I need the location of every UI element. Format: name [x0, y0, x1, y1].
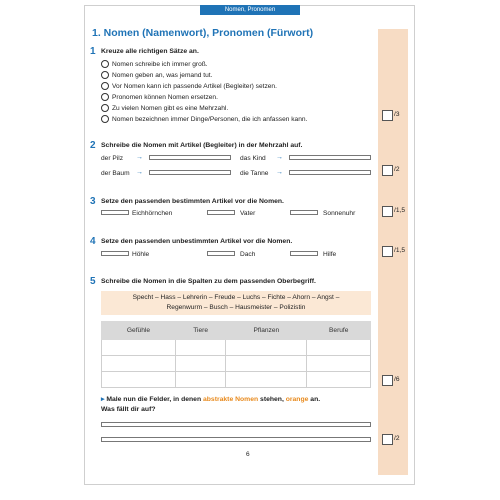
column-header: Berufe [307, 322, 371, 340]
checkbox-circle-icon[interactable] [101, 71, 109, 79]
answer-field[interactable] [149, 155, 231, 160]
table-cell[interactable] [175, 356, 225, 372]
column-header: Tiere [175, 322, 225, 340]
answer-field[interactable] [290, 210, 318, 215]
task-4-question: Setze den passenden unbestimmten Artikel vor die Nomen. [101, 238, 293, 245]
arrow-right-icon: → [276, 169, 283, 176]
checkbox-circle-icon[interactable] [101, 60, 109, 68]
task-1-question: Kreuze alle richtigen Sätze an. [101, 48, 199, 55]
task-3-question: Setze den passenden bestimmten Artikel vor die Nomen. [101, 198, 284, 205]
table-cell[interactable] [102, 372, 176, 388]
answer-field[interactable] [149, 170, 231, 175]
score-box[interactable] [382, 206, 393, 217]
table-cell[interactable] [226, 372, 307, 388]
table-cell[interactable] [226, 356, 307, 372]
table-cell[interactable] [102, 356, 176, 372]
table-row [102, 372, 371, 388]
word-die-tanne: die Tanne [240, 170, 269, 177]
table-cell[interactable] [175, 372, 225, 388]
table-row [102, 356, 371, 372]
answer-field[interactable] [207, 210, 235, 215]
score-box[interactable] [382, 434, 393, 445]
answer-field[interactable] [101, 251, 129, 256]
page-number: 6 [246, 451, 250, 458]
table-cell[interactable] [307, 356, 371, 372]
task-4-score: /1,5 [394, 247, 405, 254]
task-4-number: 4 [90, 236, 96, 247]
task-2-score: /2 [394, 166, 400, 173]
score-box[interactable] [382, 165, 393, 176]
table-row [102, 340, 371, 356]
word-hoehle: Höhle [132, 251, 150, 258]
highlight-text: abstrakte Nomen [203, 396, 259, 403]
word-bank [101, 291, 371, 315]
task-2-question: Schreibe die Nomen mit Artikel (Begleiter) in der Mehrzahl auf. [101, 142, 303, 149]
task-1-score: /3 [394, 111, 400, 118]
task-5-score: /6 [394, 376, 400, 383]
score-box[interactable] [382, 110, 393, 121]
column-header: Gefühle [102, 322, 176, 340]
arrow-right-icon: → [276, 154, 283, 161]
word-bank-line: Specht – Hass – Lehrerin – Freude – Luchs – Fichte – Ahorn – Angst – [132, 294, 340, 301]
task-1-option[interactable]: Nomen schreibe ich immer groß. [101, 60, 208, 68]
bonus-score: /2 [394, 435, 400, 442]
page-title: 1. Nomen (Namenwort), Pronomen (Fürwort) [92, 27, 314, 39]
arrow-right-icon: → [136, 154, 143, 161]
task-1-option[interactable]: Pronomen können Nomen ersetzen. [101, 93, 218, 101]
highlight-text: orange [285, 396, 309, 403]
answer-line[interactable] [101, 422, 371, 427]
task-1-option[interactable]: Zu vielen Nomen gibt es eine Mehrzahl. [101, 104, 228, 112]
table-cell[interactable] [102, 340, 176, 356]
word-eichhoernchen: Eichhörnchen [132, 210, 173, 217]
table-cell[interactable] [175, 340, 225, 356]
task-3-score: /1,5 [394, 207, 405, 214]
table-cell[interactable] [307, 372, 371, 388]
score-box[interactable] [382, 246, 393, 257]
word-bank-line: Regenwurm – Busch – Hausmeister – Polizistin [166, 304, 306, 311]
answer-field[interactable] [101, 210, 129, 215]
word-vater: Vater [240, 210, 256, 217]
word-der-baum: der Baum [101, 170, 130, 177]
task-5-question: Schreibe die Nomen in die Spalten zu dem passenden Oberbegriff. [101, 278, 316, 285]
task-5-number: 5 [90, 276, 96, 287]
answer-field[interactable] [289, 170, 371, 175]
bonus-question: ▸ Male nun die Felder, in denen abstrakte Nomen stehen, orange an. Was fällt dir auf? [101, 396, 321, 413]
answer-field[interactable] [207, 251, 235, 256]
checkbox-circle-icon[interactable] [101, 82, 109, 90]
word-das-kind: das Kind [240, 155, 266, 162]
arrow-right-icon: → [136, 169, 143, 176]
score-box[interactable] [382, 375, 393, 386]
word-sonnenuhr: Sonnenuhr [323, 210, 356, 217]
checkbox-circle-icon[interactable] [101, 104, 109, 112]
task-2-number: 2 [90, 140, 96, 151]
table-cell[interactable] [307, 340, 371, 356]
bonus-question-line2: Was fällt dir auf? [101, 406, 156, 413]
task-1-number: 1 [90, 46, 96, 57]
answer-line[interactable] [101, 437, 371, 442]
task-1-option[interactable]: Nomen bezeichnen immer Dinge/Personen, die ich anfassen kann. [101, 115, 307, 123]
word-hilfe: Hilfe [323, 251, 337, 258]
task-1-option[interactable]: Vor Nomen kann ich passende Artikel (Begleiter) setzen. [101, 82, 277, 90]
task-1-option[interactable]: Nomen geben an, was jemand tut. [101, 71, 212, 79]
checkbox-circle-icon[interactable] [101, 93, 109, 101]
answer-field[interactable] [289, 155, 371, 160]
answer-field[interactable] [290, 251, 318, 256]
word-der-pilz: der Pilz [101, 155, 123, 162]
category-table [101, 321, 371, 388]
section-tab: Nomen, Pronomen [200, 5, 300, 15]
checkbox-circle-icon[interactable] [101, 115, 109, 123]
triangle-marker-icon: ▸ [101, 396, 105, 403]
table-cell[interactable] [226, 340, 307, 356]
task-3-number: 3 [90, 196, 96, 207]
word-dach: Dach [240, 251, 256, 258]
column-header: Pflanzen [226, 322, 307, 340]
